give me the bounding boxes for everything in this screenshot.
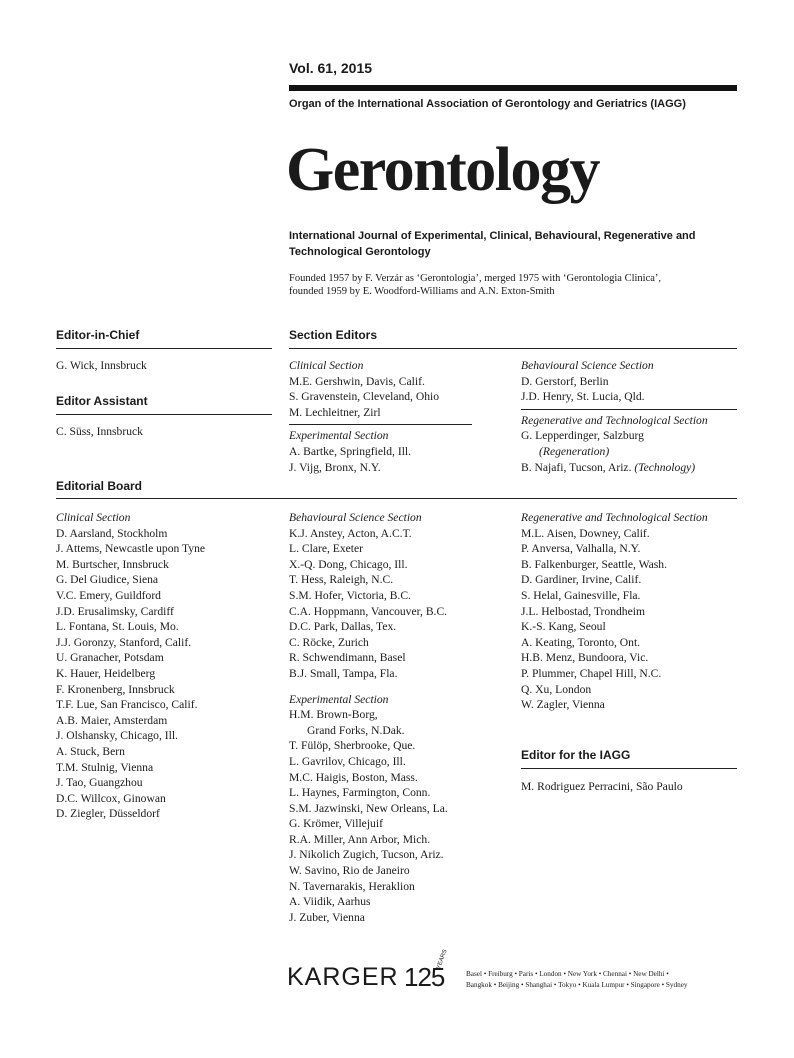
section-title: Clinical Section [289, 359, 364, 372]
editorial-board-heading: Editorial Board [56, 479, 143, 493]
member-name: M.L. Aisen, Downey, Calif. [521, 526, 650, 540]
iagg-editor-name: M. Rodriguez Perracini, São Paulo [521, 780, 683, 793]
member-name: G. Krömer, Villejuif [289, 817, 383, 831]
journal-subtitle: International Journal of Experimental, Clinical, Behavioural, Regenerative and Technological Gerontology [289, 230, 696, 258]
member-name: M.C. Haigis, Boston, Mass. [289, 770, 418, 784]
member-name: T.M. Stulnig, Vienna [56, 760, 154, 774]
member-name: L. Fontana, St. Louis, Mo. [56, 620, 179, 634]
member-name: B. Falkenburger, Seattle, Wash. [521, 557, 667, 571]
editor-name-with-note [521, 460, 737, 476]
member-name: C.A. Hoppmann, Vancouver, B.C. [289, 604, 448, 618]
editor-in-chief-name: G. Wick, Innsbruck [56, 359, 147, 372]
iagg-editor-heading: Editor for the IAGG [521, 748, 631, 762]
section-title: Behavioural Science Section [521, 359, 654, 372]
member-name: U. Granacher, Potsdam [56, 651, 164, 665]
divider [56, 414, 272, 415]
editor-in-chief-heading: Editor-in-Chief [56, 328, 140, 342]
editor-name: S. Gravenstein, Cleveland, Ohio [289, 390, 440, 404]
member-name: N. Tavernarakis, Heraklion [289, 879, 415, 893]
founded-line-2: founded 1959 by E. Woodford-Williams and A.N. Exton-Smith [289, 286, 555, 297]
editor-name: J.D. Henry, St. Lucia, Qld. [521, 390, 645, 404]
cities-line-2: Bangkok • Beijing • Shanghai • Tokyo • Kuala Lumpur • Singapore • Sydney [466, 981, 688, 989]
member-name: D. Gardiner, Irvine, Calif. [521, 573, 642, 587]
editor-name: G. Lepperdinger, Salzburg [521, 429, 644, 443]
section-title: Regenerative and Technological Section [521, 511, 708, 524]
editor-assistant-name: C. Süss, Innsbruck [56, 425, 143, 438]
editor-name: M. Lechleitner, Zirl [289, 405, 381, 419]
editor-note: (Technology) [634, 460, 696, 474]
editor-name: M.E. Gershwin, Davis, Calif. [289, 374, 425, 388]
member-name: J. Zuber, Vienna [289, 910, 365, 924]
member-name: D. Aarsland, Stockholm [56, 526, 168, 540]
member-name: D.C. Park, Dallas, Tex. [289, 620, 397, 634]
spacer [289, 682, 448, 692]
member-name: T.F. Lue, San Francisco, Calif. [56, 698, 198, 712]
founded-line-1: Founded 1957 by F. Verzár as ‘Gerontologia’, merged 1975 with ‘Gerontologia Clinica’, [289, 273, 662, 284]
journal-title: Gerontology [286, 136, 599, 204]
member-name: V.C. Emery, Guildford [56, 588, 161, 602]
member-name: Q. Xu, London [521, 682, 592, 696]
section-title: Regenerative and Technological Section [521, 413, 708, 427]
member-name: X.-Q. Dong, Chicago, Ill. [289, 557, 408, 571]
years-label: YEARS [436, 948, 449, 971]
member-name: R.A. Miller, Ann Arbor, Mich. [289, 832, 431, 846]
section-editors-left-column [289, 358, 472, 475]
member-name: K.J. Anstey, Acton, A.C.T. [289, 526, 412, 540]
member-name: A. Stuck, Bern [56, 744, 125, 758]
section-title: Experimental Section [289, 429, 389, 443]
member-name-continued: Grand Forks, N.Dak. [307, 723, 405, 737]
publisher-cities [466, 969, 687, 991]
member-name: W. Zagler, Vienna [521, 698, 605, 712]
member-name: F. Kronenberg, Innsbruck [56, 682, 175, 696]
section-editors-right-column [521, 358, 737, 475]
member-name: H.B. Menz, Bundoora, Vic. [521, 651, 649, 665]
divider [56, 498, 737, 499]
editor-name: J. Vijg, Bronx, N.Y. [289, 460, 381, 474]
member-name: R. Schwendimann, Basel [289, 651, 406, 665]
member-name: L. Clare, Exeter [289, 542, 364, 556]
member-name: G. Del Giudice, Siena [56, 573, 159, 587]
member-name: K. Hauer, Heidelberg [56, 666, 156, 680]
member-name: T. Fülöp, Sherbrooke, Que. [289, 739, 416, 753]
member-name: S.M. Hofer, Victoria, B.C. [289, 588, 411, 602]
member-name: J. Olshansky, Chicago, Ill. [56, 729, 178, 743]
member-name: S. Helal, Gainesville, Fla. [521, 588, 641, 602]
editor-assistant-heading: Editor Assistant [56, 394, 148, 408]
member-name: L. Gavrilov, Chicago, Ill. [289, 754, 406, 768]
member-name: P. Plummer, Chapel Hill, N.C. [521, 666, 662, 680]
member-name: A.B. Maier, Amsterdam [56, 713, 168, 727]
member-name: W. Savino, Rio de Janeiro [289, 864, 410, 878]
section-editors-heading: Section Editors [289, 328, 378, 342]
board-regenerative-column [521, 510, 708, 713]
member-name: T. Hess, Raleigh, N.C. [289, 573, 394, 587]
member-name: P. Anversa, Valhalla, N.Y. [521, 542, 641, 556]
member-name: J. Tao, Guangzhou [56, 776, 143, 790]
divider [521, 768, 737, 769]
member-name: A. Keating, Toronto, Ont. [521, 635, 641, 649]
section-title: Clinical Section [56, 511, 131, 524]
editor-name: A. Bartke, Springfield, Ill. [289, 444, 412, 458]
member-name: J. Attems, Newcastle upon Tyne [56, 542, 206, 556]
founded-note [289, 272, 741, 298]
member-name: D.C. Willcox, Ginowan [56, 791, 166, 805]
divider [521, 409, 737, 410]
header-bar [289, 85, 737, 91]
board-middle-column [289, 510, 448, 925]
volume-label: Vol. 61, 2015 [289, 60, 373, 76]
member-name: A. Viidik, Aarhus [289, 895, 371, 909]
cities-line-1: Basel • Freiburg • Paris • London • New York • Chennai • New Delhi • [466, 970, 669, 978]
divider [56, 348, 272, 349]
karger-logo: KARGER [287, 963, 399, 991]
member-name: J.J. Goronzy, Stanford, Calif. [56, 635, 192, 649]
member-name: C. Röcke, Zurich [289, 635, 369, 649]
divider [289, 348, 737, 349]
member-name: S.M. Jazwinski, New Orleans, La. [289, 801, 448, 815]
member-name: B.J. Small, Tampa, Fla. [289, 666, 398, 680]
member-name: L. Haynes, Farmington, Conn. [289, 786, 431, 800]
organ-line: Organ of the International Association of Gerontology and Geriatrics (IAGG) [289, 98, 686, 110]
editor-note: (Regeneration) [539, 444, 610, 458]
divider [289, 424, 472, 425]
editor-name: B. Najafi, Tucson, Ariz. [521, 460, 632, 474]
member-name: J.D. Erusalimsky, Cardiff [56, 604, 174, 618]
section-title: Experimental Section [289, 692, 389, 706]
board-clinical-column [56, 510, 205, 822]
member-name: J. Nikolich Zugich, Tucson, Ariz. [289, 848, 444, 862]
member-name: H.M. Brown-Borg, [289, 708, 378, 722]
editor-name: D. Gerstorf, Berlin [521, 374, 609, 388]
section-title: Behavioural Science Section [289, 511, 422, 524]
member-name: J.L. Helbostad, Trondheim [521, 604, 645, 618]
anniversary-number: 125 [404, 962, 445, 992]
member-name: M. Burtscher, Innsbruck [56, 557, 169, 571]
member-name: K.-S. Kang, Seoul [521, 620, 606, 634]
member-name: D. Ziegler, Düsseldorf [56, 807, 160, 821]
